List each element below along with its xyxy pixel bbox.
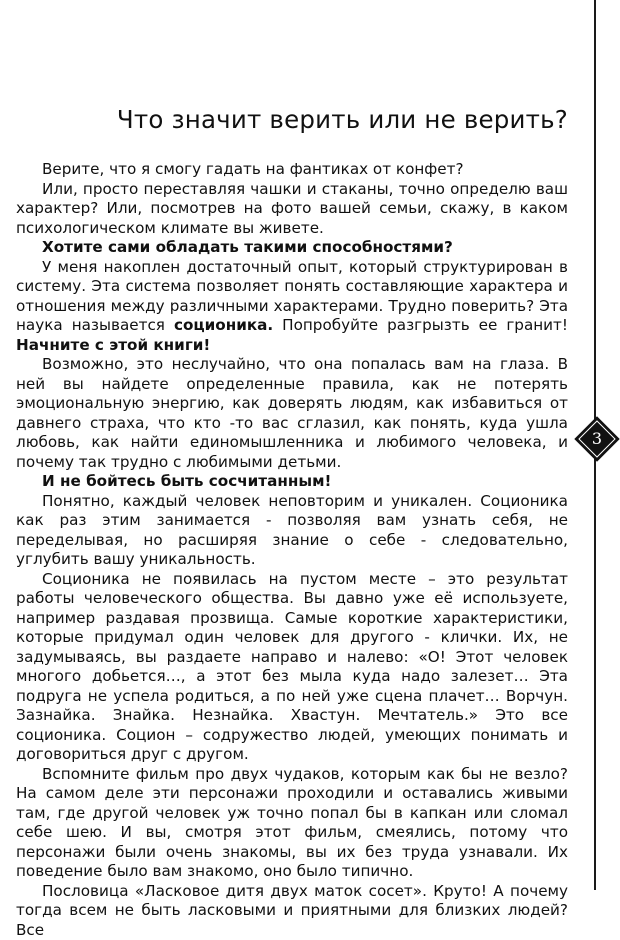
paragraph: Понятно, каждый человек неповторим и уникален. Соционика как раз этим занимается - позволяя вам узнать себя, не переделывая, но расширяя знание о себе - следовательно, углубить вашу уникальность.: [16, 492, 568, 570]
paragraph: Или, просто переставляя чашки и стаканы, точно определю ваш характер? Или, посмотрев на фото вашей семьи, скажу, в каком психологическом климате вы живете.: [16, 180, 568, 239]
paragraph: Вспомните фильм про двух чудаков, которым как бы не везло? На самом деле эти персонажи проходили и оставались живыми там, где другой человек уж точно попал бы в капкан или сломал себе шею. И вы, смотря этот фильм, смеялись, потому что персонажи были очень знакомы, вы их без труда узнавали. Их поведение было вам знакомо, оно было типично.: [16, 765, 568, 882]
body-text: [16, 160, 568, 940]
paragraph: Верите, что я смогу гадать на фантиках от конфет?: [16, 160, 568, 180]
chapter-title: Что значит верить или не верить?: [60, 104, 568, 136]
bold-text: И не бойтесь быть сосчитанным!: [42, 472, 331, 490]
paragraph-bold: [16, 238, 568, 258]
text-span: У меня накоплен достаточный опыт, который структурирован в систему. Эта система позволяет понять составляющие характера и отношения между различными характерами. Трудно поверить? Эта наука называется: [16, 258, 568, 335]
page-number: 3: [574, 416, 620, 462]
paragraph-bold: [16, 472, 568, 492]
bold-text: Начните с этой книги!: [16, 336, 210, 354]
text-span: Попробуйте разгрызть ее гранит!: [273, 316, 568, 334]
page-number-badge: [574, 416, 620, 462]
paragraph: Соционика не появилась на пустом месте – это результат работы человеческого общества. Вы давно уже её используете, например раздавая прозвища. Самые короткие характеристики, которые придумал один человек для другого - клички. Их, не задумываясь, вы раздаете направо и налево: «О! Этот человек многого добьется…, а этот без мыла куда надо залезет… Эта подруга не успела родиться, а по ней уже сцена плачет… Ворчун. Зазнайка. Знайка. Незнайка. Хвастун. Мечтатель.» Это все соционика. Социон – содружество людей, умеющих понимать и договориться друг с другом.: [16, 570, 568, 765]
paragraph: Возможно, это неслучайно, что она попалась вам на глаза. В ней вы найдете определенные правила, как не потерять эмоциональную энергию, как доверять людям, как избавиться от давнего страха, что кто -то вас сглазил, как понять, куда ушла любовь, как найти единомышленника и любимого человека, и почему так трудно с любимыми детьми.: [16, 355, 568, 472]
bold-text: Хотите сами обладать такими способностями?: [42, 238, 453, 256]
paragraph: Пословица «Ласковое дитя двух маток сосет». Круто! А почему тогда всем не быть ласковыми и приятными для близких людей? Все: [16, 882, 568, 940]
bold-text: соционика.: [174, 316, 273, 334]
paragraph: [16, 258, 568, 356]
